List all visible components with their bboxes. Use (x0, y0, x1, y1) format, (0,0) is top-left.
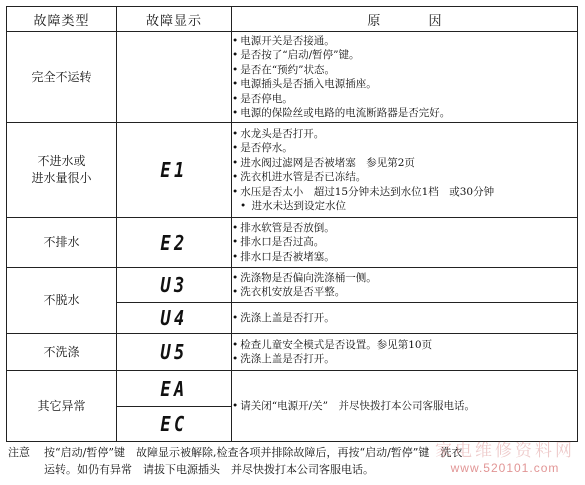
table-row (7, 334, 578, 371)
fault-code-cell (117, 218, 232, 268)
cause-item: • 排水口是否过高。 (232, 235, 577, 250)
cause-list-cell (232, 303, 578, 334)
cause-item: • 进水阀过滤网是否被堵塞 参见第2页 (232, 156, 577, 171)
fault-code: E2 (160, 230, 188, 255)
table-row (7, 218, 578, 268)
cause-item: • 检查儿童安全模式是否设置。参见第10页 (232, 338, 577, 353)
table-row (7, 32, 578, 123)
fault-code-empty (117, 32, 232, 123)
cause-item-continuation (232, 199, 577, 214)
cause-list-cell (232, 32, 578, 123)
cause-list-cell (232, 218, 578, 268)
cause-list-cell (232, 371, 578, 442)
cause-item: • 洗涤上盖是否打开。 (232, 311, 577, 326)
cause-item: • 电源插头是否插入电源插座。 (232, 77, 577, 92)
fault-type: 其它异常 (7, 371, 117, 442)
cause-item: • 电源的保险丝或电路的电流断路器是否完好。 (232, 106, 577, 121)
watermark-text: 家电维修资料网 (435, 441, 575, 461)
table-header-row (7, 7, 578, 32)
cause-item: • 是否在“预约”状态。 (232, 63, 577, 78)
cause-item: • 洗衣机安放是否平整。 (232, 285, 577, 300)
fault-code: EC (160, 412, 188, 436)
cause-item-continuation-text: 进水未达到设定水位 (251, 200, 347, 212)
fault-type: 不排水 (7, 218, 117, 268)
fault-type (7, 123, 117, 218)
cause-item: • 是否停电。 (232, 92, 577, 107)
cause-item: • 请关闭“电源开/关” 并尽快拨打本公司客服电话。 (232, 399, 577, 414)
cause-list-cell (232, 268, 578, 303)
fault-type-line: 进水量很小 (31, 171, 92, 185)
fault-type: 完全不运转 (7, 32, 117, 123)
fault-type: 不脱水 (7, 268, 117, 334)
footnote-line-1 (8, 444, 580, 461)
cause-item: • 水龙头是否打开。 (232, 127, 577, 142)
fault-code: U3 (160, 273, 188, 297)
fault-code-cell (117, 334, 232, 371)
cause-item: • 是否按了“启动/暂停”键。 (232, 48, 577, 63)
fault-code: U5 (160, 340, 188, 364)
fault-code: EA (160, 376, 188, 401)
fault-code-cell (117, 303, 232, 334)
cause-item: • 电源开关是否接通。 (232, 34, 577, 49)
cause-item: • 洗涤物是否偏向洗涤桶一侧。 (232, 271, 577, 286)
header-cause: 原 因 (232, 7, 578, 32)
header-fault-code: 故障显示 (117, 7, 232, 32)
footnote-label: 注意 (8, 446, 30, 459)
cause-item: • 洗涤上盖是否打开。 (232, 352, 577, 367)
fault-code-cell (117, 407, 232, 442)
watermark-url: www.520101.com (450, 461, 560, 475)
table-row (7, 268, 578, 303)
fault-code: U4 (160, 306, 188, 330)
fault-code-cell (117, 268, 232, 303)
fault-code: E1 (160, 158, 188, 182)
fault-type: 不洗涤 (7, 334, 117, 371)
cause-list-cell (232, 334, 578, 371)
table-row (7, 123, 578, 218)
header-fault-type: 故障类型 (7, 7, 117, 32)
footnote-line-2: 运转。如仍有异常 请拔下电源插头 并尽快拨打本公司客服电话。 (44, 463, 374, 476)
fault-code-cell (117, 123, 232, 218)
cause-list-cell (232, 123, 578, 218)
cause-item: • 是否停水。 (232, 141, 577, 156)
cause-item: • 水压是否太小 超过15分钟未达到水位1档 或30分钟 (232, 185, 577, 200)
cause-item: • 排水口是否被堵塞。 (232, 250, 577, 265)
footnote-text-1: 按“启动/暂停”键 故障显示被解除,检查各项并排除故障后，再按“启动/暂停”键 洗衣 (44, 446, 463, 459)
fault-table (6, 6, 578, 442)
table-row (7, 371, 578, 407)
cause-item: • 洗衣机进水管是否已冻结。 (232, 170, 577, 185)
cause-item: • 排水软管是否放倒。 (232, 221, 577, 236)
fault-type-line: 不进水或 (37, 154, 86, 168)
footnote (8, 444, 580, 478)
fault-code-cell (117, 371, 232, 407)
